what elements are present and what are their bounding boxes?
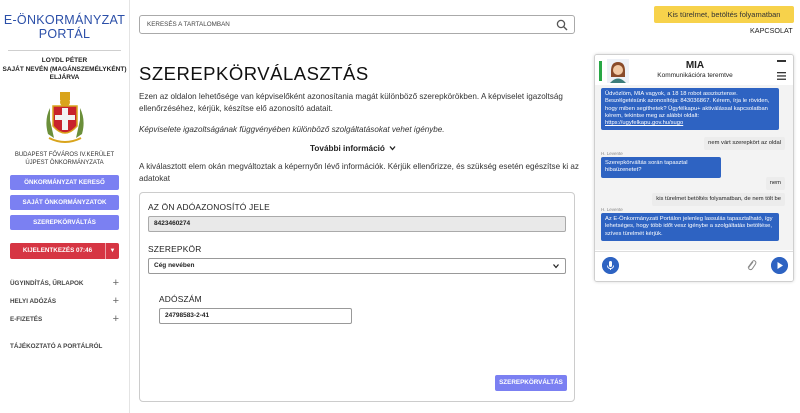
role-label: SZEREPKÖR <box>148 244 202 254</box>
user-message: kis türelmet betöltés folyamatban, de nem tölt be <box>652 193 785 206</box>
user-message: nem <box>766 177 785 190</box>
search-placeholder: KERESÉS A TARTALOMBAN <box>147 21 230 28</box>
user-message: nem várt szerepkört az oldal <box>704 137 785 150</box>
chat-message-input[interactable] <box>623 256 763 275</box>
user-role-line-1: SAJÁT NEVÉN (MAGÁNSZEMÉLYKÉNT) <box>2 65 127 73</box>
plus-icon[interactable]: + <box>112 276 119 289</box>
logo-line-1: E-ÖNKORMÁNYZAT <box>3 13 126 27</box>
chevron-down-icon[interactable]: ▼ <box>105 243 119 259</box>
send-icon[interactable] <box>771 257 788 274</box>
role-change-button[interactable]: SZEREPKÖRVÁLTÁS <box>10 215 119 230</box>
chat-bot-name: MIA <box>685 60 705 71</box>
user-info <box>0 57 129 83</box>
loading-notice: Kis türelmet, betöltés folyamatban <box>654 6 794 23</box>
chat-messages <box>595 85 794 250</box>
municipality-name <box>0 151 129 167</box>
help-link[interactable]: https://ugyfelkapu.gov.hu/sugo <box>605 120 684 127</box>
change-notice-text: A kiválasztott elem okán megváltoztak a képernyőn lévő információk. Kérjük ellenőrizze, és szükség esetén egészítse ki az adatokat <box>139 162 579 183</box>
role-change-submit-button[interactable]: SZEREPKÖRVÁLTÁS <box>495 375 567 391</box>
menu-item-forms[interactable] <box>10 277 119 295</box>
more-info-label: További információ <box>310 144 385 153</box>
intro-text: Ezen az oldalon lehetősége van képviselőként azonosítania magát különböző szerepkörökben. A képviselet igazoltság ellenőrzéséhez, kérjük, készítse elő azonosító adatait. <box>139 92 563 113</box>
chat-bot-status: Kommunikációra teremtve <box>657 72 733 79</box>
message-text: Üdvözlöm, MIA vagyok, a 18 18 robot asszisztense. Beszélgetésünk azonosítója: 843036867. Kérem, írja le röviden, hogy miben segíthetek? Ügyfélkapu+ aktiválással kapcsolatban kérem, tekintse meg az alábbi oldalt: <box>605 91 770 119</box>
menu-item-label: ÜGYINDÍTÁS, ŰRLAPOK <box>10 279 84 287</box>
microphone-icon[interactable] <box>602 257 619 274</box>
sidebar <box>0 0 130 413</box>
menu-item-label: HELYI ADÓZÁS <box>10 297 57 305</box>
tax-number-input[interactable]: 24798583-2-41 <box>159 308 352 324</box>
menu-item-label: E-FIZETÉS <box>10 315 43 323</box>
chat-composer <box>595 251 794 282</box>
portal-info-link[interactable]: TÁJÉKOZTATÓ A PORTÁLRÓL <box>10 342 103 350</box>
tax-number-label: ADÓSZÁM <box>159 294 202 304</box>
municipality-line-2: ÚJPEST ÖNKORMÁNYZATA <box>25 159 104 166</box>
role-selected-value: Cég nevében <box>154 262 195 269</box>
own-municipalities-button[interactable]: SAJÁT ÖNKORMÁNYZATOK <box>10 195 119 210</box>
logo-line-2: PORTÁL <box>38 27 91 41</box>
page-title: SZEREPKÖRVÁLASZTÁS <box>139 63 369 84</box>
municipality-search-button[interactable]: ÖNKORMÁNYZAT KERESŐ <box>10 175 119 190</box>
minimize-icon[interactable] <box>777 60 786 62</box>
bot-message: Szerepkörváltás során tapasztal hibaüzenetet? <box>601 157 721 178</box>
bot-message <box>601 88 779 130</box>
sidebar-menu <box>10 277 119 331</box>
hamburger-menu-icon[interactable] <box>777 72 786 80</box>
search-input[interactable] <box>139 15 575 34</box>
search-icon[interactable] <box>556 19 568 31</box>
more-info-toggle[interactable] <box>310 144 396 153</box>
tax-id-field: 8423460274 <box>148 216 566 232</box>
plus-icon[interactable]: + <box>112 294 119 307</box>
user-role-line-2: ELJÁRVA <box>49 74 80 81</box>
coat-of-arms-icon <box>40 90 90 146</box>
message-sender: H. Levente <box>601 207 623 212</box>
portal-logo[interactable] <box>0 13 129 41</box>
menu-item-local-tax[interactable] <box>10 295 119 313</box>
user-name: LOYDL PÉTER <box>41 57 88 64</box>
chat-widget <box>594 54 794 282</box>
contact-link[interactable]: KAPCSOLAT <box>750 26 793 35</box>
message-sender: H. Levente <box>601 151 623 156</box>
menu-item-e-payment[interactable] <box>10 313 119 331</box>
paperclip-icon[interactable] <box>745 259 757 272</box>
chevron-down-icon <box>389 145 396 151</box>
chat-header <box>595 55 794 85</box>
chevron-down-icon <box>553 263 559 269</box>
role-select[interactable] <box>148 258 566 274</box>
tax-id-label: AZ ÖN ADÓAZONOSÍTÓ JELE <box>148 202 270 212</box>
bot-message: Az E-Önkormányzati Portálon jelenleg lassulás tapasztalható, így lehetséges, hogy több időt vesz igénybe a szolgáltatás betöltése, szíves türelmét kérjük. <box>601 213 779 241</box>
municipality-line-1: BUDAPEST FŐVÁROS IV.KERÜLET <box>14 151 115 158</box>
representation-note: Képviselete igazoltságának függvényében különböző szolgáltatásokat vehet igénybe. <box>139 125 445 134</box>
divider <box>8 50 121 51</box>
role-form <box>139 192 575 402</box>
logout-button[interactable] <box>10 243 119 259</box>
plus-icon[interactable]: + <box>112 312 119 325</box>
logout-label: KIJELENTKEZÉS 07:46 <box>22 246 93 254</box>
